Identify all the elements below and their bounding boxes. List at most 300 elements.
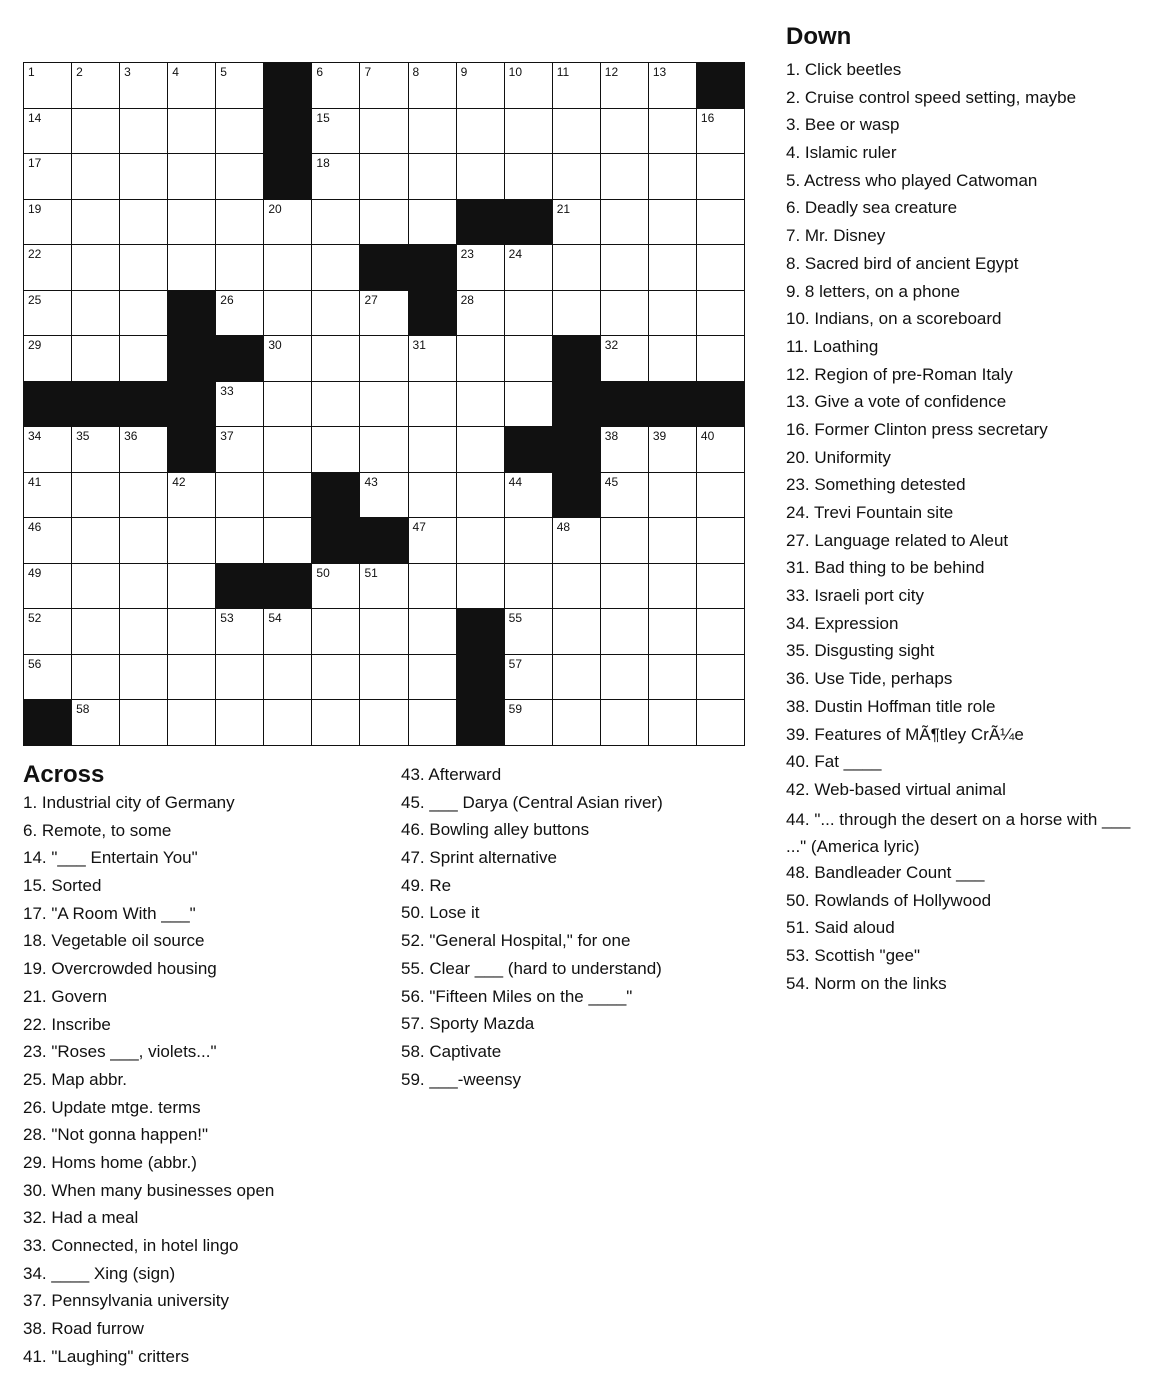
grid-cell[interactable] — [168, 700, 215, 745]
grid-cell[interactable] — [216, 427, 263, 472]
clue-number: 24 — [508, 247, 523, 262]
grid-cell[interactable] — [168, 200, 215, 245]
clue-number: 2 — [76, 65, 83, 79]
black-square — [264, 109, 311, 154]
grid-cell[interactable] — [264, 473, 311, 518]
grid-cell[interactable] — [120, 154, 167, 199]
black-square — [264, 63, 311, 108]
black-square — [72, 382, 119, 427]
grid-cell[interactable] — [216, 63, 263, 108]
grid-cell[interactable] — [360, 609, 407, 654]
grid-cell[interactable] — [601, 154, 648, 199]
grid-cell[interactable] — [409, 109, 456, 154]
black-square — [457, 609, 504, 654]
grid-cell[interactable] — [360, 200, 407, 245]
grid-cell[interactable] — [457, 336, 504, 381]
clue-number: 45 — [604, 474, 619, 489]
grid-cell[interactable] — [168, 609, 215, 654]
grid-cell[interactable] — [505, 518, 552, 563]
black-square — [505, 200, 552, 245]
grid-cell[interactable] — [312, 154, 359, 199]
down-clue: 5. Actress who played Catwoman — [786, 170, 1038, 190]
grid-cell[interactable] — [120, 245, 167, 290]
black-square — [216, 564, 263, 609]
across-clue-list-1 — [23, 791, 393, 1372]
across-clue: 15. Sorted — [23, 876, 102, 896]
grid-cell[interactable] — [312, 109, 359, 154]
grid-cell[interactable] — [24, 655, 71, 700]
across-clue: 57. Sporty Mazda — [401, 1014, 535, 1034]
down-clue: 48. Bandleader Count ___ — [786, 862, 985, 882]
grid-cell[interactable] — [312, 382, 359, 427]
grid-cell[interactable] — [216, 609, 263, 654]
grid-cell[interactable] — [120, 655, 167, 700]
grid-cell[interactable] — [505, 382, 552, 427]
black-square — [409, 245, 456, 290]
clue-number: 32 — [604, 338, 619, 353]
grid-cell[interactable] — [409, 655, 456, 700]
grid-cell[interactable] — [264, 427, 311, 472]
down-clue: 53. Scottish "gee" — [786, 946, 920, 966]
clue-number: 55 — [508, 611, 523, 626]
grid-cell[interactable] — [553, 655, 600, 700]
grid-cell[interactable] — [409, 154, 456, 199]
clue-number: 57 — [508, 656, 523, 671]
grid-cell[interactable] — [697, 154, 744, 199]
grid-cell[interactable] — [505, 245, 552, 290]
grid-cell[interactable] — [312, 655, 359, 700]
clue-number: 25 — [28, 292, 42, 307]
down-clue: 33. Israeli port city — [786, 586, 924, 606]
grid-cell[interactable] — [409, 564, 456, 609]
grid-cell[interactable] — [72, 700, 119, 745]
clue-number: 44 — [508, 474, 523, 489]
grid-cell[interactable] — [120, 63, 167, 108]
grid-cell[interactable] — [216, 700, 263, 745]
grid-cell[interactable] — [553, 700, 600, 745]
across-clue: 25. Map abbr. — [23, 1069, 127, 1089]
grid-cell[interactable] — [649, 427, 696, 472]
grid-cell[interactable] — [601, 655, 648, 700]
black-square — [457, 700, 504, 745]
across-clue: 58. Captivate — [401, 1041, 502, 1061]
grid-cell[interactable] — [264, 700, 311, 745]
down-clue: 11. Loathing — [786, 336, 879, 356]
down-clue-list — [786, 58, 1146, 999]
grid-cell[interactable] — [360, 109, 407, 154]
grid-cell[interactable] — [601, 109, 648, 154]
grid-cell[interactable] — [72, 427, 119, 472]
grid-cell[interactable] — [649, 336, 696, 381]
grid-cell[interactable] — [649, 473, 696, 518]
grid-cell[interactable] — [264, 200, 311, 245]
black-square — [360, 518, 407, 563]
grid-cell[interactable] — [505, 154, 552, 199]
clue-number: 4 — [172, 65, 179, 79]
black-square — [553, 427, 600, 472]
grid-cell[interactable] — [649, 109, 696, 154]
grid-cell[interactable] — [360, 564, 407, 609]
grid-cell[interactable] — [553, 63, 600, 108]
across-heading: Across — [23, 761, 105, 788]
grid-cell[interactable] — [553, 109, 600, 154]
down-clue: 3. Bee or wasp — [786, 115, 900, 135]
grid-cell[interactable] — [649, 63, 696, 108]
clue-number: 38 — [604, 429, 619, 444]
down-clue: 4. Islamic ruler — [786, 143, 897, 163]
across-clue: 28. "Not gonna happen!" — [23, 1125, 209, 1145]
grid-cell[interactable] — [409, 63, 456, 108]
grid-cell[interactable] — [216, 245, 263, 290]
grid-cell[interactable] — [24, 518, 71, 563]
grid-cell[interactable] — [216, 473, 263, 518]
grid-cell[interactable] — [697, 700, 744, 745]
grid-cell[interactable] — [264, 382, 311, 427]
clue-number: 40 — [700, 429, 715, 444]
across-clue: 17. "A Room With ___" — [23, 903, 196, 923]
grid-cell[interactable] — [697, 245, 744, 290]
grid-cell[interactable] — [312, 245, 359, 290]
grid-cell[interactable] — [24, 154, 71, 199]
black-square — [216, 336, 263, 381]
black-square — [457, 655, 504, 700]
down-clue: 6. Deadly sea creature — [786, 198, 958, 218]
grid-cell[interactable] — [360, 291, 407, 336]
down-clue: 54. Norm on the links — [786, 973, 947, 993]
grid-cell[interactable] — [649, 154, 696, 199]
black-square — [168, 382, 215, 427]
grid-cell[interactable] — [72, 473, 119, 518]
grid-cell[interactable] — [312, 200, 359, 245]
grid-cell[interactable] — [409, 200, 456, 245]
down-clue: 34. Expression — [786, 613, 899, 633]
down-clue: 12. Region of pre-Roman Italy — [786, 364, 1013, 384]
down-clue: 39. Features of MÃ¶tley CrÃ¼e — [786, 724, 1024, 744]
grid-cell[interactable] — [601, 291, 648, 336]
across-clue: 59. ___-weensy — [401, 1069, 522, 1089]
grid-cell[interactable] — [601, 564, 648, 609]
grid-cell[interactable] — [505, 336, 552, 381]
black-square — [553, 473, 600, 518]
grid-cell[interactable] — [360, 154, 407, 199]
grid-cell[interactable] — [649, 564, 696, 609]
across-clue: 33. Connected, in hotel lingo — [23, 1236, 239, 1255]
black-square — [264, 564, 311, 609]
grid-cell[interactable] — [72, 109, 119, 154]
grid-cell[interactable] — [72, 63, 119, 108]
grid-cell[interactable] — [360, 700, 407, 745]
across-clue: 18. Vegetable oil source — [23, 931, 205, 951]
grid-cell[interactable] — [72, 655, 119, 700]
across-clue: 56. "Fifteen Miles on the ____" — [401, 986, 633, 1006]
clue-number: 31 — [412, 338, 426, 353]
grid-cell[interactable] — [264, 336, 311, 381]
clue-number: 15 — [316, 110, 330, 125]
grid-cell[interactable] — [72, 609, 119, 654]
down-clue: 8. Sacred bird of ancient Egypt — [786, 253, 1019, 273]
grid-cell[interactable] — [264, 609, 311, 654]
down-clue: 7. Mr. Disney — [786, 226, 886, 246]
clue-number: 8 — [412, 65, 420, 79]
clue-number: 9 — [460, 65, 468, 79]
grid-cell[interactable] — [649, 245, 696, 290]
down-clue: 1. Click beetles — [786, 60, 902, 79]
grid-cell[interactable] — [601, 700, 648, 745]
clue-number: 18 — [316, 156, 330, 171]
grid-cell[interactable] — [24, 200, 71, 245]
grid-cell[interactable] — [264, 291, 311, 336]
black-square — [312, 473, 359, 518]
grid-cell[interactable] — [120, 427, 167, 472]
grid-cell[interactable] — [697, 473, 744, 518]
grid-cell[interactable] — [553, 245, 600, 290]
down-clue: 9. 8 letters, on a phone — [786, 281, 960, 301]
across-clue: 43. Afterward — [401, 765, 502, 784]
grid-cell[interactable] — [120, 336, 167, 381]
clue-number: 37 — [220, 429, 234, 444]
grid-cell[interactable] — [697, 518, 744, 563]
down-clue: 42. Web-based virtual animal — [786, 779, 1006, 799]
down-clue: 24. Trevi Fountain site — [786, 503, 954, 522]
grid-cell[interactable] — [72, 245, 119, 290]
clue-number: 23 — [460, 247, 474, 262]
black-square — [553, 382, 600, 427]
clue-number: 19 — [28, 201, 42, 216]
grid-cell[interactable] — [216, 109, 263, 154]
across-clue: 37. Pennsylvania university — [23, 1291, 230, 1311]
grid-cell[interactable] — [601, 336, 648, 381]
clue-number: 11 — [556, 65, 570, 79]
grid-cell[interactable] — [409, 427, 456, 472]
grid-cell[interactable] — [601, 200, 648, 245]
grid-cell[interactable] — [409, 382, 456, 427]
across-clue: 49. Re — [401, 875, 452, 895]
grid-cell[interactable] — [649, 200, 696, 245]
across-clue: 34. ____ Xing (sign) — [23, 1263, 176, 1283]
grid-cell[interactable] — [312, 63, 359, 108]
grid-cell[interactable] — [553, 609, 600, 654]
grid-cell[interactable] — [553, 518, 600, 563]
black-square — [24, 382, 71, 427]
grid-cell[interactable] — [360, 473, 407, 518]
grid-cell[interactable] — [120, 564, 167, 609]
black-square — [697, 382, 744, 427]
clue-number: 50 — [316, 565, 330, 580]
grid-cell[interactable] — [409, 518, 456, 563]
grid-cell[interactable] — [312, 291, 359, 336]
grid-cell[interactable] — [312, 564, 359, 609]
grid-cell[interactable] — [505, 473, 552, 518]
grid-cell[interactable] — [72, 200, 119, 245]
grid-cell[interactable] — [601, 473, 648, 518]
grid-cell[interactable] — [168, 63, 215, 108]
clue-number: 48 — [556, 520, 571, 535]
grid-cell[interactable] — [360, 382, 407, 427]
grid-cell[interactable] — [120, 473, 167, 518]
down-clue: 31. Bad thing to be behind — [786, 558, 985, 578]
grid-cell[interactable] — [457, 109, 504, 154]
black-square — [168, 336, 215, 381]
grid-cell[interactable] — [457, 518, 504, 563]
grid-cell[interactable] — [553, 200, 600, 245]
grid-cell[interactable] — [697, 200, 744, 245]
across-clue: 21. Govern — [23, 986, 108, 1006]
grid-cell[interactable] — [72, 518, 119, 563]
across-clue: 50. Lose it — [401, 903, 480, 923]
grid-cell[interactable] — [264, 518, 311, 563]
grid-cell[interactable] — [505, 564, 552, 609]
grid-cell[interactable] — [457, 382, 504, 427]
grid-cell[interactable] — [24, 63, 71, 108]
grid-cell[interactable] — [72, 291, 119, 336]
clue-number: 6 — [316, 65, 324, 79]
grid-cell[interactable] — [72, 154, 119, 199]
grid-cell[interactable] — [457, 564, 504, 609]
clue-number: 14 — [28, 110, 42, 125]
grid-cell[interactable] — [120, 291, 167, 336]
down-clue: 2. Cruise control speed setting, maybe — [786, 87, 1077, 107]
across-clue: 30. When many businesses open — [23, 1180, 275, 1200]
clue-number: 35 — [76, 429, 90, 444]
across-clue: 41. "Laughing" critters — [23, 1346, 190, 1366]
down-clue: 23. Something detested — [786, 475, 966, 495]
grid-cell[interactable] — [24, 109, 71, 154]
grid-cell[interactable] — [697, 609, 744, 654]
grid-cell[interactable] — [24, 427, 71, 472]
across-clue: 19. Overcrowded housing — [23, 959, 217, 979]
black-square — [264, 154, 311, 199]
crossword-grid — [23, 62, 745, 746]
grid-cell[interactable] — [120, 609, 167, 654]
grid-cell[interactable] — [457, 427, 504, 472]
grid-cell[interactable] — [168, 109, 215, 154]
grid-cell[interactable] — [72, 336, 119, 381]
down-clue: 27. Language related to Aleut — [786, 530, 1009, 550]
grid-cell[interactable] — [601, 427, 648, 472]
grid-cell[interactable] — [697, 109, 744, 154]
grid-cell[interactable] — [120, 700, 167, 745]
black-square — [312, 518, 359, 563]
grid-cell[interactable] — [360, 336, 407, 381]
clue-number: 5 — [220, 65, 227, 79]
grid-cell[interactable] — [505, 63, 552, 108]
black-square — [457, 200, 504, 245]
grid-cell[interactable] — [697, 655, 744, 700]
grid-cell[interactable] — [24, 245, 71, 290]
grid-cell[interactable] — [505, 655, 552, 700]
grid-cell[interactable] — [505, 700, 552, 745]
grid-cell[interactable] — [697, 564, 744, 609]
grid-cell[interactable] — [168, 564, 215, 609]
grid-cell[interactable] — [457, 291, 504, 336]
grid-cell[interactable] — [264, 245, 311, 290]
across-clue: 6. Remote, to some — [23, 820, 172, 840]
clue-number: 34 — [28, 429, 42, 444]
grid-cell[interactable] — [553, 564, 600, 609]
grid-cell[interactable] — [72, 564, 119, 609]
grid-cell[interactable] — [553, 154, 600, 199]
grid-cell[interactable] — [312, 427, 359, 472]
grid-cell[interactable] — [120, 518, 167, 563]
grid-cell[interactable] — [649, 655, 696, 700]
grid-cell[interactable] — [24, 291, 71, 336]
grid-cell[interactable] — [168, 245, 215, 290]
grid-cell[interactable] — [168, 655, 215, 700]
grid-cell[interactable] — [168, 473, 215, 518]
grid-cell[interactable] — [649, 700, 696, 745]
grid-cell[interactable] — [457, 154, 504, 199]
grid-cell[interactable] — [457, 63, 504, 108]
grid-cell[interactable] — [360, 63, 407, 108]
grid-cell[interactable] — [601, 245, 648, 290]
grid-cell[interactable] — [601, 609, 648, 654]
grid-cell[interactable] — [457, 245, 504, 290]
grid-cell[interactable] — [697, 291, 744, 336]
across-clue: 32. Had a meal — [23, 1208, 139, 1228]
grid-cell[interactable] — [216, 291, 263, 336]
grid-cell[interactable] — [409, 609, 456, 654]
grid-cell[interactable] — [216, 382, 263, 427]
across-clue: 23. "Roses ___, violets..." — [23, 1042, 217, 1062]
across-clue: 29. Homs home (abbr.) — [23, 1152, 197, 1172]
grid-cell[interactable] — [360, 427, 407, 472]
grid-cell[interactable] — [120, 200, 167, 245]
grid-cell[interactable] — [216, 154, 263, 199]
clue-number: 42 — [172, 474, 186, 489]
across-clue: 38. Road furrow — [23, 1319, 144, 1339]
grid-cell[interactable] — [697, 427, 744, 472]
grid-cell[interactable] — [697, 336, 744, 381]
grid-cell[interactable] — [24, 336, 71, 381]
down-clue: 20. Uniformity — [786, 447, 891, 467]
grid-cell[interactable] — [601, 63, 648, 108]
grid-cell[interactable] — [553, 291, 600, 336]
grid-cell[interactable] — [649, 518, 696, 563]
clue-number: 13 — [652, 65, 667, 79]
grid-cell[interactable] — [505, 291, 552, 336]
grid-cell[interactable] — [216, 518, 263, 563]
across-clue: 26. Update mtge. terms — [23, 1097, 201, 1117]
grid-cell[interactable] — [409, 336, 456, 381]
grid-cell[interactable] — [120, 109, 167, 154]
clue-number: 59 — [508, 702, 523, 717]
grid-cell[interactable] — [312, 700, 359, 745]
grid-cell[interactable] — [216, 655, 263, 700]
grid-cell[interactable] — [312, 609, 359, 654]
clue-number: 47 — [412, 520, 426, 535]
grid-cell[interactable] — [409, 700, 456, 745]
grid-cell[interactable] — [24, 473, 71, 518]
grid-cell[interactable] — [457, 473, 504, 518]
grid-cell[interactable] — [24, 609, 71, 654]
grid-cell[interactable] — [601, 518, 648, 563]
grid-cell[interactable] — [505, 609, 552, 654]
across-clue: 55. Clear ___ (hard to understand) — [401, 958, 662, 978]
grid-cell[interactable] — [505, 109, 552, 154]
grid-cell[interactable] — [649, 291, 696, 336]
grid-cell[interactable] — [649, 609, 696, 654]
clue-number: 30 — [268, 338, 282, 353]
grid-cell[interactable] — [168, 518, 215, 563]
grid-cell[interactable] — [409, 473, 456, 518]
grid-cell[interactable] — [168, 154, 215, 199]
grid-cell[interactable] — [24, 564, 71, 609]
clue-number: 17 — [28, 156, 42, 171]
grid-cell[interactable] — [264, 655, 311, 700]
grid-cell[interactable] — [360, 655, 407, 700]
grid-cell[interactable] — [312, 336, 359, 381]
grid-cell[interactable] — [216, 200, 263, 245]
